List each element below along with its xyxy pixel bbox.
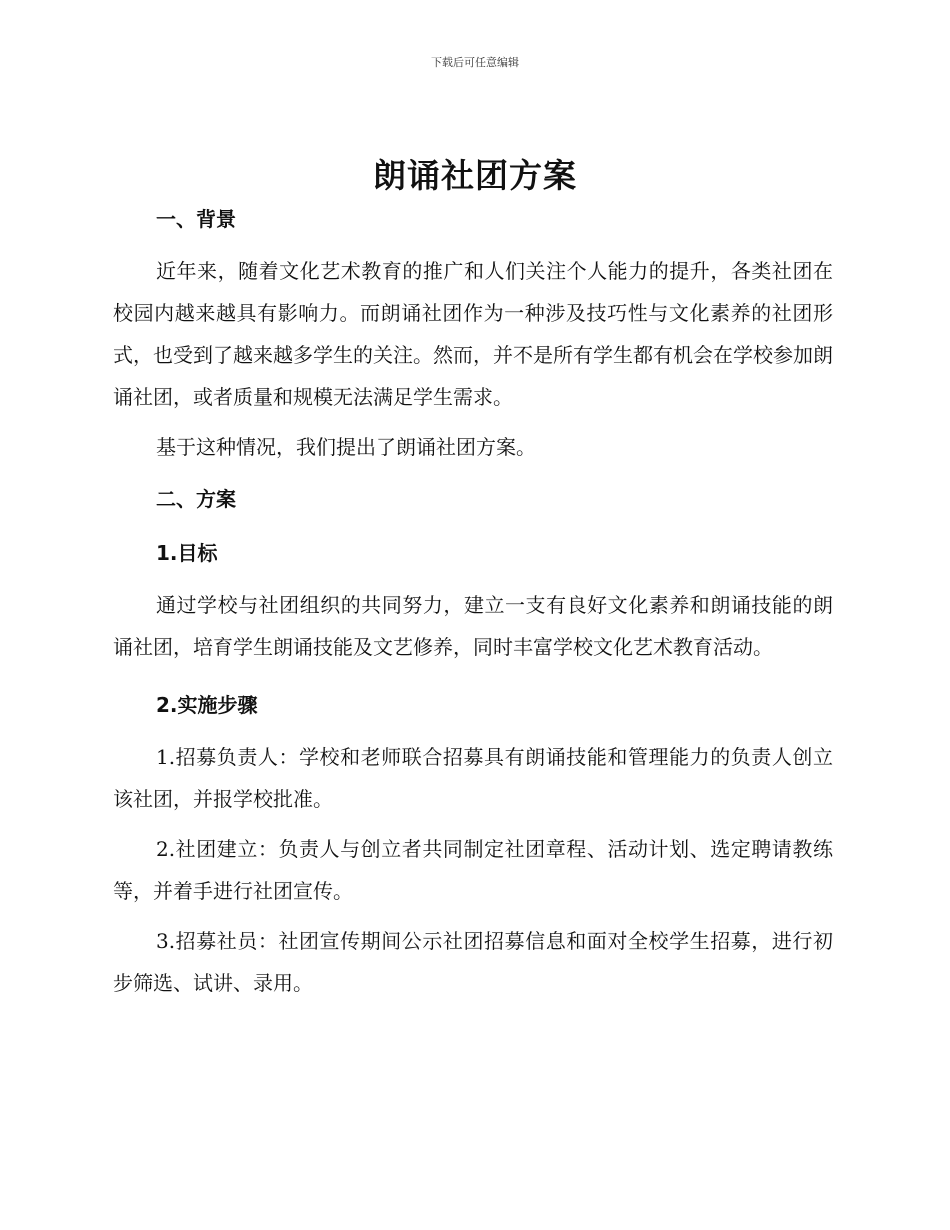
document-body xyxy=(113,202,833,1004)
step-recruit-leader: 1.招募负责人：学校和老师联合招募具有朗诵技能和管理能力的负责人创立该社团，并报学校批准。 xyxy=(113,745,833,811)
step-establish-club: 2.社团建立：负责人与创立者共同制定社团章程、活动计划、选定聘请教练等，并着手进行社团宣传。 xyxy=(113,837,833,903)
goal-paragraph: 通过学校与社团组织的共同努力，建立一支有良好文化素养和朗诵技能的朗诵社团，培育学生朗诵技能及文艺修养，同时丰富学校文化艺术教育活动。 xyxy=(113,593,833,659)
subheading-steps: 2.实施步骤 xyxy=(156,693,258,717)
document-title: 朗诵社团方案 xyxy=(373,156,577,195)
section-heading-plan: 二、方案 xyxy=(156,487,236,511)
header-note: 下载后可任意编辑 xyxy=(431,56,519,69)
step-recruit-members: 3.招募社员：社团宣传期间公示社团招募信息和面对全校学生招募，进行初步筛选、试讲、录用。 xyxy=(113,929,833,995)
section-heading-background: 一、背景 xyxy=(156,207,236,231)
background-conclusion-paragraph: 基于这种情况，我们提出了朗诵社团方案。 xyxy=(156,435,536,459)
background-paragraph: 近年来，随着文化艺术教育的推广和人们关注个人能力的提升，各类社团在校园内越来越具有影响力。而朗诵社团作为一种涉及技巧性与文化素养的社团形式，也受到了越来越多学生的关注。然而，并不是所有学生都有机会在学校参加朗诵社团，或者质量和规模无法满足学生需求。 xyxy=(113,259,833,409)
subheading-goal: 1.目标 xyxy=(156,541,218,565)
